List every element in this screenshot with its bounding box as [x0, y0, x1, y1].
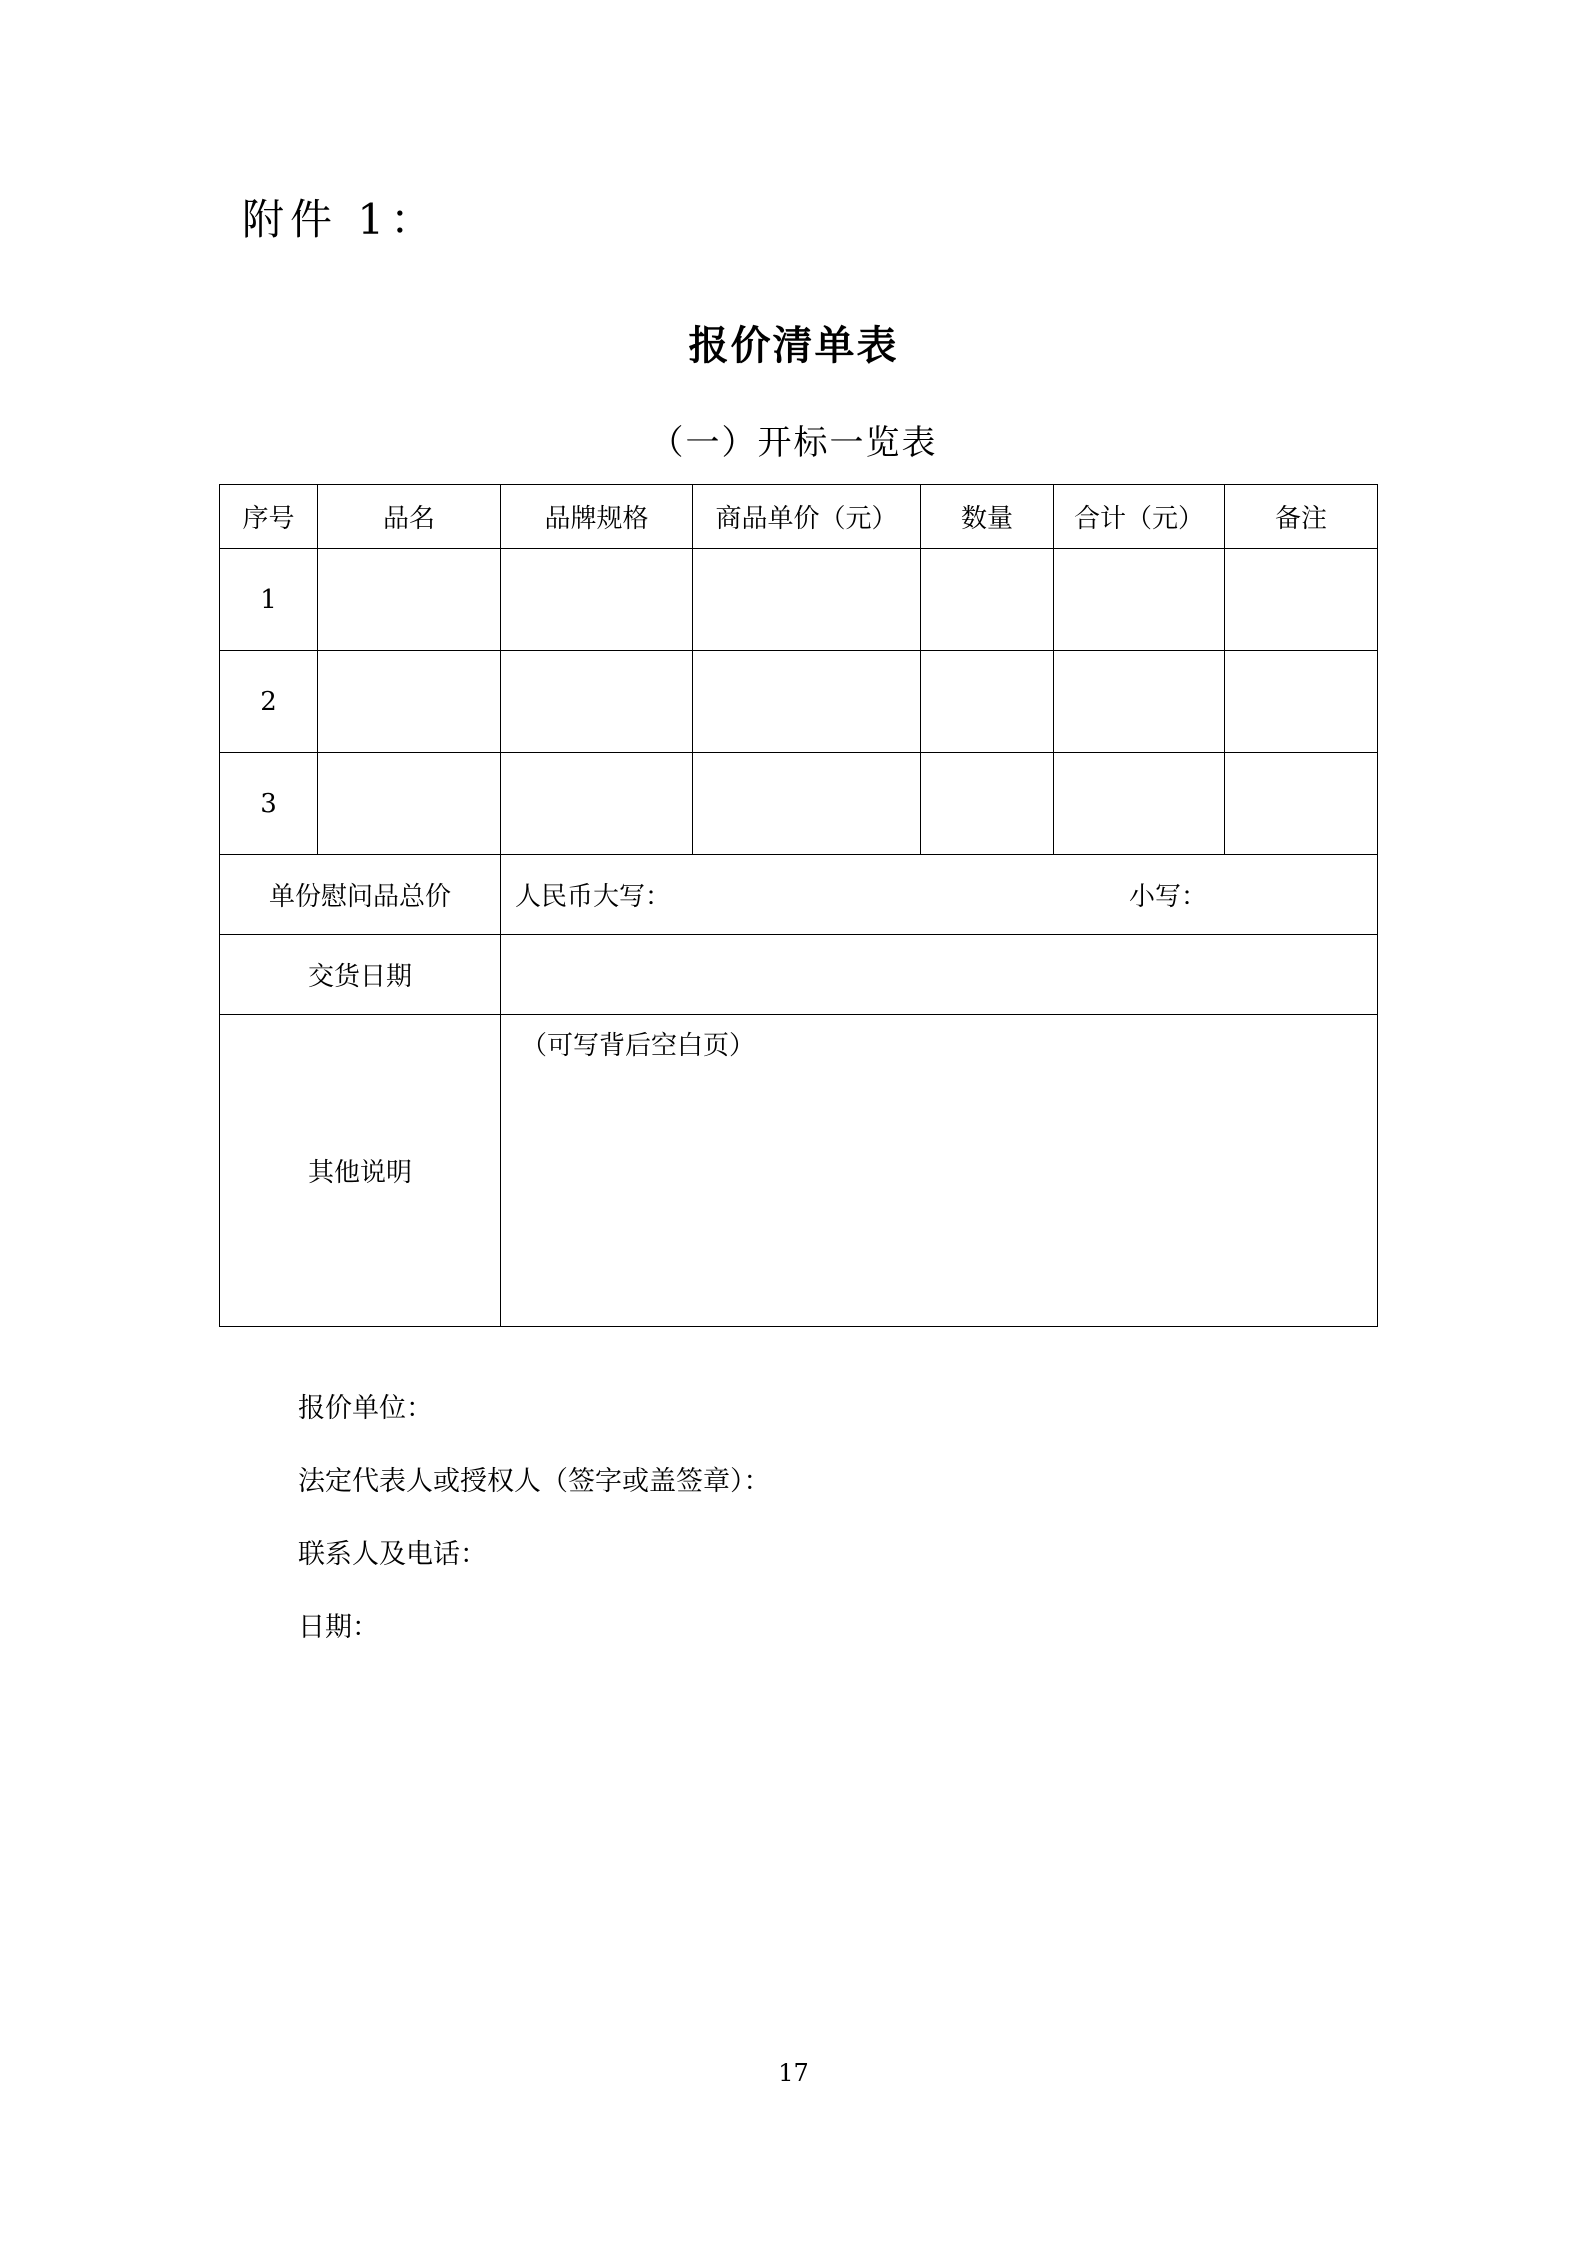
row-index-cell: 2 — [220, 651, 318, 753]
document-subtitle: （一）开标一览表 — [649, 423, 938, 463]
row-index-cell: 1 — [220, 549, 318, 651]
item-name-cell — [318, 753, 501, 855]
delivery-date-value — [501, 935, 1378, 1015]
delivery-date-label: 交货日期 — [220, 935, 501, 1015]
total-price-wrap — [515, 855, 1377, 934]
bid-summary-table — [219, 484, 1378, 1327]
header-cell-remarks: 备注 — [1225, 485, 1378, 549]
page-number: 17 — [778, 2059, 809, 2087]
item-name-cell — [318, 549, 501, 651]
subtotal-cell — [1054, 549, 1225, 651]
total-lower-label: 小写： — [1128, 882, 1207, 912]
header-cell-index: 序号 — [220, 485, 318, 549]
brand-spec-cell — [501, 753, 693, 855]
unit-price-cell — [693, 753, 921, 855]
attachment-label: 附件 1： — [242, 195, 439, 244]
unit-price-cell — [693, 549, 921, 651]
header-cell-subtotal: 合计（元） — [1054, 485, 1225, 549]
delivery-date-row — [220, 935, 1378, 1015]
bidder-line: 报价单位： — [298, 1393, 433, 1424]
brand-spec-cell — [501, 651, 693, 753]
table-row — [220, 549, 1378, 651]
row-index-cell: 3 — [220, 753, 318, 855]
other-notes-value: （可写背后空白页） — [501, 1015, 1378, 1327]
quantity-cell — [921, 549, 1054, 651]
document-title: 报价清单表 — [688, 323, 899, 369]
quantity-cell — [921, 651, 1054, 753]
brand-spec-cell — [501, 549, 693, 651]
header-cell-brand-spec: 品牌规格 — [501, 485, 693, 549]
unit-price-cell — [693, 651, 921, 753]
table-row — [220, 651, 1378, 753]
total-upper-label: 人民币大写： — [515, 882, 672, 912]
header-cell-unit-price: 商品单价（元） — [693, 485, 921, 549]
total-price-value-cell — [501, 855, 1378, 935]
subtotal-cell — [1054, 753, 1225, 855]
date-line: 日期： — [298, 1612, 379, 1643]
header-cell-item-name: 品名 — [318, 485, 501, 549]
total-price-row — [220, 855, 1378, 935]
table-header-row — [220, 485, 1378, 549]
total-price-label: 单份慰问品总价 — [220, 855, 501, 935]
representative-line: 法定代表人或授权人（签字或盖签章）： — [298, 1466, 771, 1497]
remarks-cell — [1225, 753, 1378, 855]
other-notes-label: 其他说明 — [220, 1015, 501, 1327]
table-row — [220, 753, 1378, 855]
quantity-cell — [921, 753, 1054, 855]
item-name-cell — [318, 651, 501, 753]
subtotal-cell — [1054, 651, 1225, 753]
header-cell-quantity: 数量 — [921, 485, 1054, 549]
contact-line: 联系人及电话： — [298, 1539, 487, 1570]
other-notes-row — [220, 1015, 1378, 1327]
remarks-cell — [1225, 651, 1378, 753]
remarks-cell — [1225, 549, 1378, 651]
